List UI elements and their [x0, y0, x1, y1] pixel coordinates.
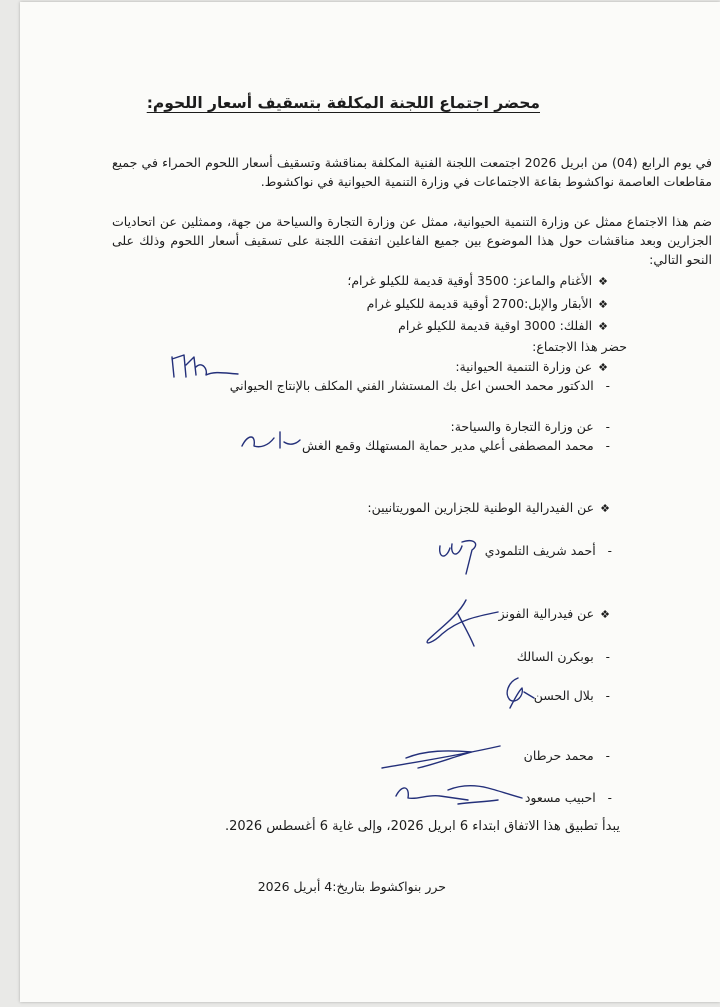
member-entry: - بلال الحسن	[533, 688, 610, 703]
document-title: محضر اجتماع اللجنة المكلفة بتسقيف أسعار اللحوم:	[146, 94, 540, 112]
group-heading: ❖عن الفيدرالية الوطنية للجزارين الموريتانيين:	[367, 500, 610, 515]
attendance-heading: حضر هذا الاجتماع:	[532, 339, 627, 354]
diamond-bullet-icon: ❖	[598, 298, 608, 311]
price-item: ❖الأبقار والإبل:2700 أوقية قديمة للكيلو غرام	[366, 296, 608, 311]
signature-ahmed-cherif	[434, 534, 494, 580]
group-heading: ❖عن وزارة التنمية الحيوانية:	[455, 359, 608, 374]
signature-mohamed-moustapha	[234, 424, 304, 456]
diamond-bullet-icon: ❖	[600, 608, 610, 621]
signature-mohamed-hartan	[376, 740, 506, 776]
price-item: ❖الأغنام والماعز: 3500 أوقية قديمة للكيلو غرام؛	[347, 273, 608, 288]
member-entry: - محمد المصطفى أعلي مدير حماية المستهلك وقمع الغش	[301, 438, 610, 453]
member-entry: - أحمد شريف التلمودي	[484, 543, 612, 558]
intro-paragraph: في يوم الرابع (04) من ابريل 2026 اجتمعت اللجنة الفنية المكلفة بمناقشة وتسقيف أسعار اللحوم الحمراء في جميع مقاطعات العاصمة نواكشوط بقاعة الاجتماعات في وزارة التنمية الحيوانية في نواكشوط.	[112, 155, 712, 189]
signature-bilal	[496, 672, 540, 712]
price-item: ❖الفلك: 3000 اوقية قديمة للكيلو غرام	[398, 318, 608, 333]
member-entry: - الدكتور محمد الحسن اعل بك المستشار الفني المكلف بالإنتاج الحيواني	[229, 378, 610, 393]
signing-place-date: حرر بنواكشوط بتاريخ:4 أبريل 2026	[257, 879, 446, 894]
member-entry: - بوبكرن السالك	[516, 649, 610, 664]
diamond-bullet-icon: ❖	[598, 361, 608, 374]
diamond-bullet-icon: ❖	[598, 275, 608, 288]
member-entry: - احبيب مسعود	[524, 790, 612, 805]
signature-federation	[418, 596, 508, 656]
member-entry: - محمد حرطان	[523, 748, 610, 763]
validity-statement: يبدأ تطبيق هذا الاتفاق ابتداء 6 ابريل 2026، وإلى غاية 6 أغسطس 2026.	[224, 819, 620, 834]
body-paragraph: ضم هذا الاجتماع ممثل عن وزارة التنمية الحيوانية، ممثل عن وزارة التجارة والسياحة من جهة، وممثلين عن اتحاديات الجزارين وبعد مناقشات حول هذا الموضوع بين جميع الفاعلين اتفقت اللجنة على تسقيف أسعار اللحوم وذلك على النحو التالي:	[112, 214, 712, 267]
signature-mohamed-lhassen	[162, 347, 242, 387]
diamond-bullet-icon: ❖	[598, 320, 608, 333]
group-heading: - عن وزارة التجارة والسياحة:	[450, 419, 610, 434]
signature-hbib-messaoud	[388, 776, 528, 812]
document-page	[20, 2, 720, 1002]
group-heading: ❖عن فيدرالية الفونز	[498, 606, 610, 621]
diamond-bullet-icon: ❖	[600, 502, 610, 515]
